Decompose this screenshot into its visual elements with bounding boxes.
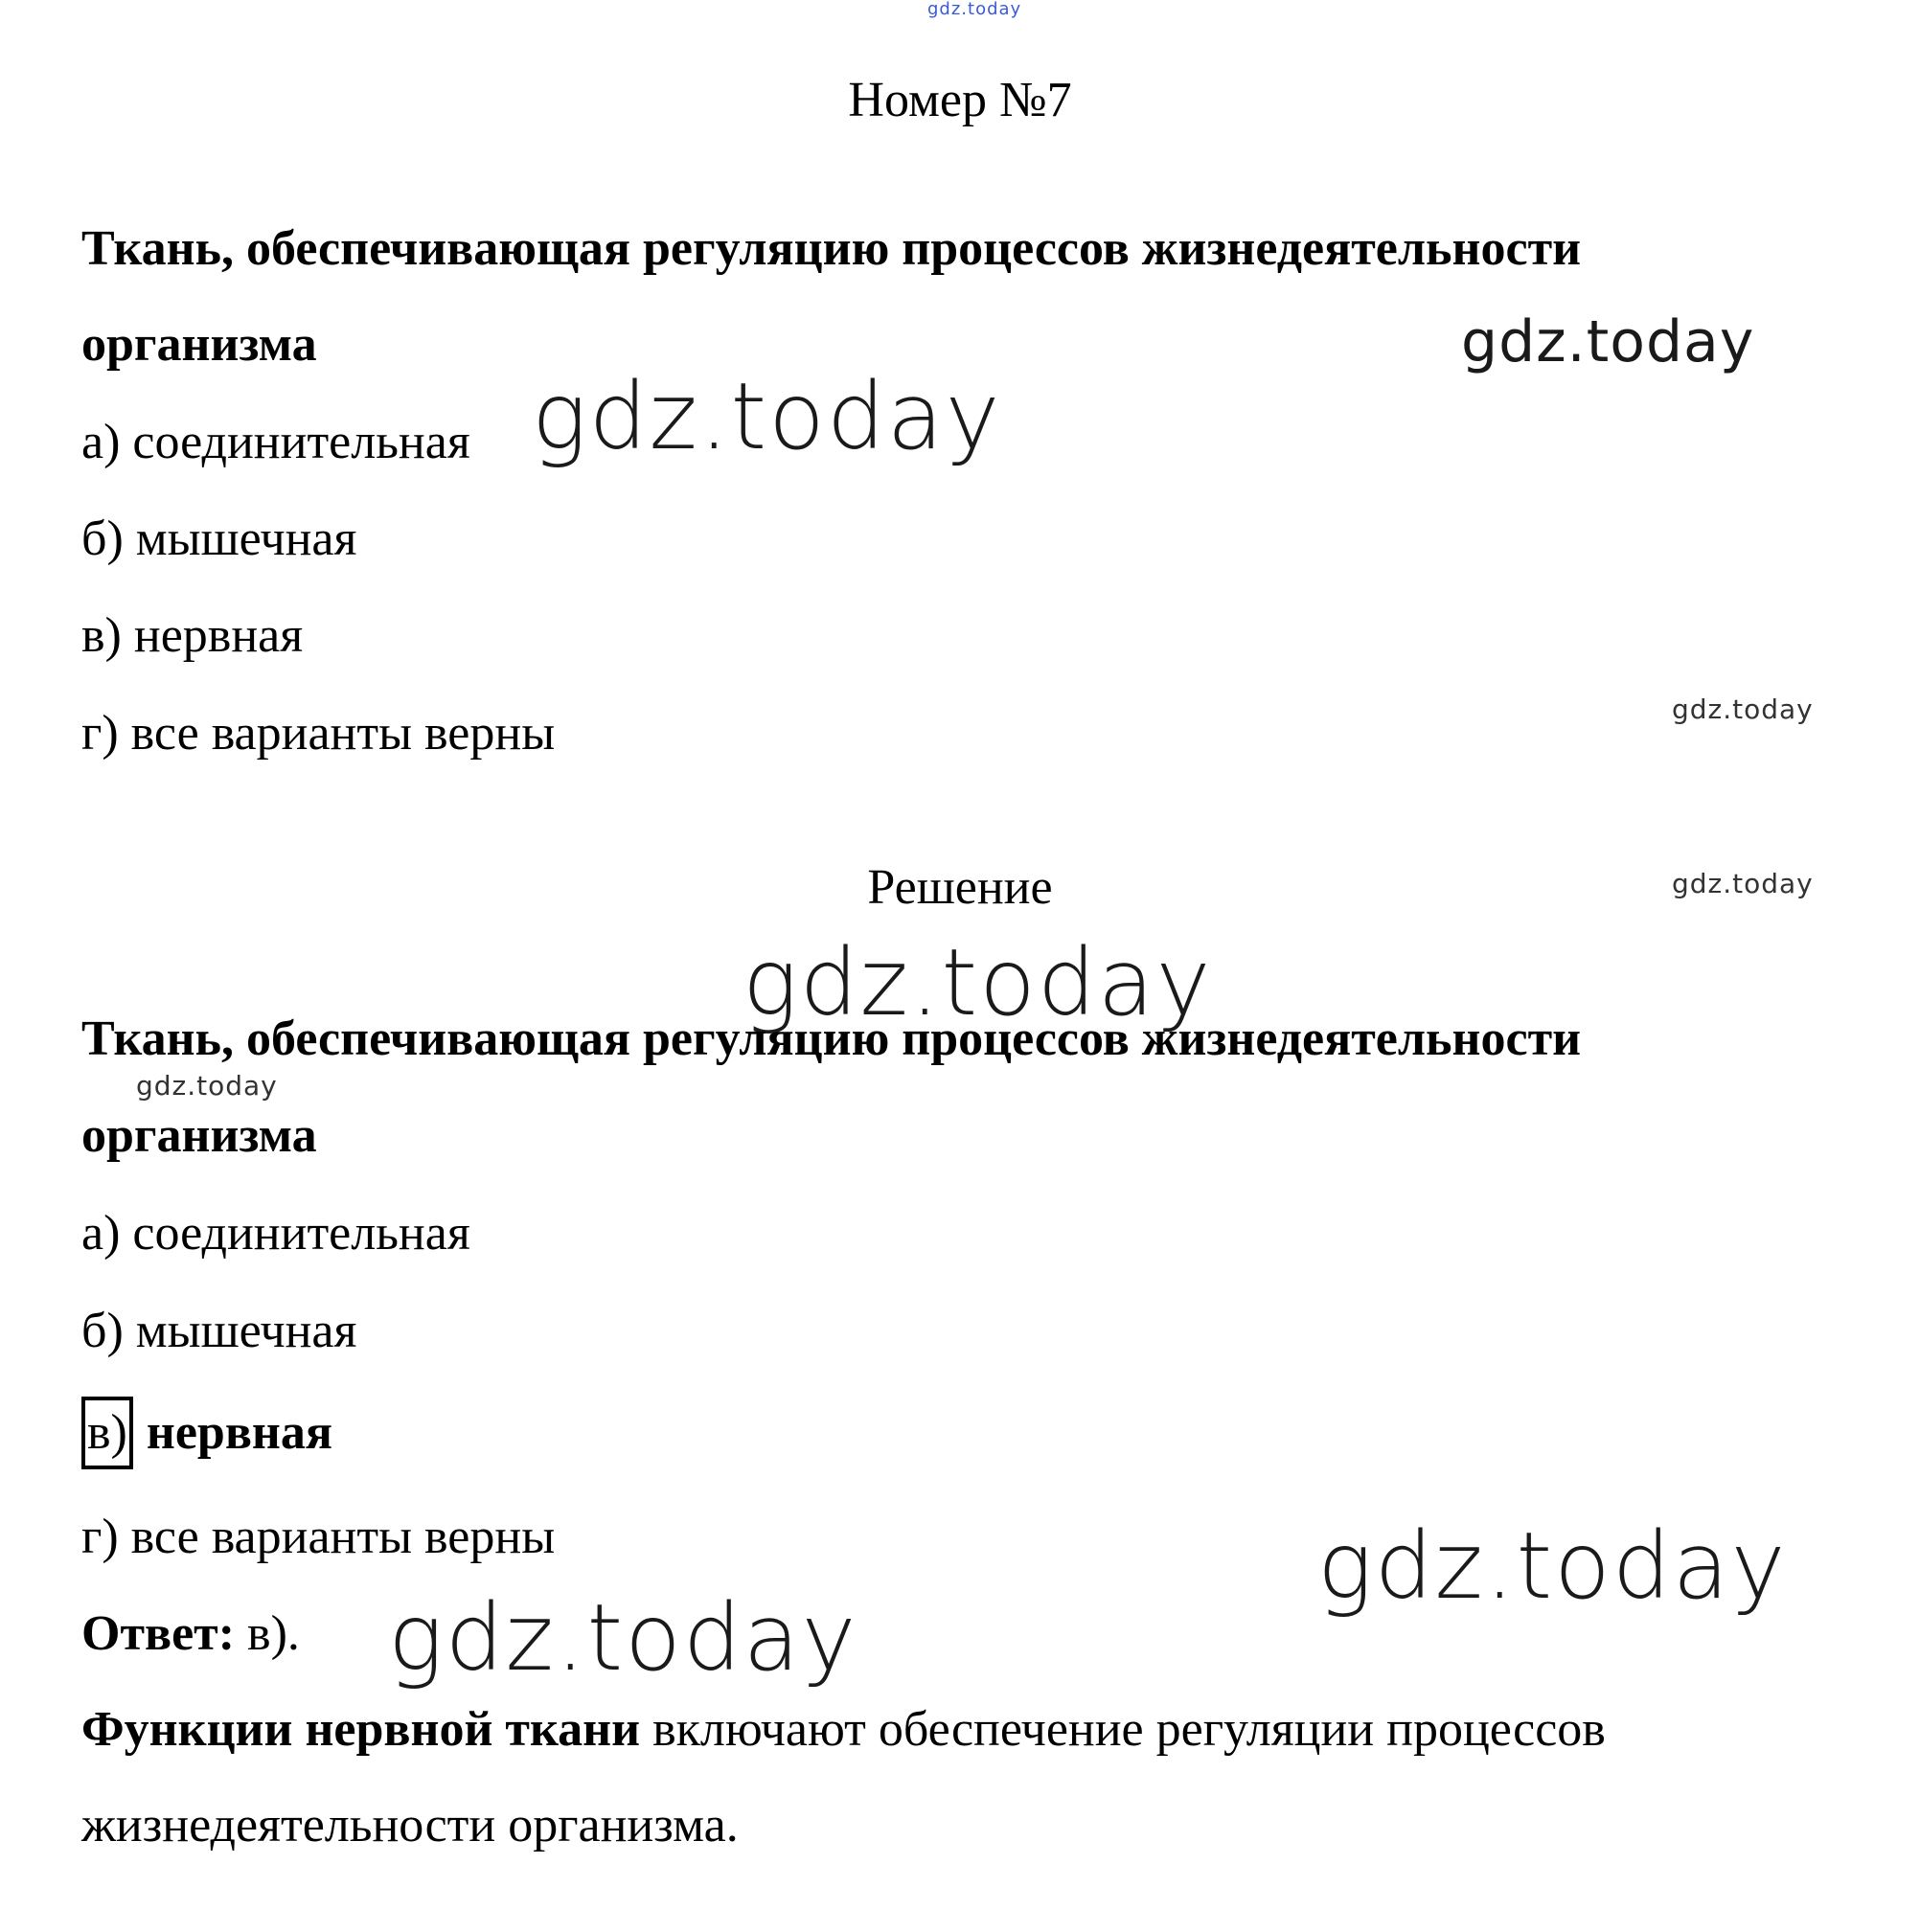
answer-label: Ответ: [81, 1606, 236, 1661]
option-b: б) мышечная [81, 511, 357, 566]
page-title: Номер №7 [848, 73, 1072, 127]
explanation-rest: включают обеспечение регуляции процессов [652, 1702, 1606, 1757]
watermark: gdz.today [136, 1070, 278, 1102]
watermark: gdz.today [1672, 868, 1814, 899]
answer-line [81, 1605, 300, 1663]
solution-option-b: б) мышечная [81, 1304, 357, 1358]
solution-option-d: г) все варианты верны [81, 1510, 556, 1564]
watermark: gdz.today [1461, 308, 1755, 375]
explanation-bold: Функции нервной ткани [81, 1702, 641, 1757]
answer-value: в). [247, 1606, 300, 1661]
question-line-1: Ткань, обеспечивающая регуляцию процессов жизнедеятельности [81, 221, 1582, 276]
watermark: gdz.today [388, 1584, 858, 1692]
watermark: gdz.today [743, 929, 1213, 1036]
selected-answer-text: нервная [146, 1405, 333, 1460]
solution-option-c [81, 1397, 332, 1469]
question-line-2: организма [81, 317, 317, 372]
watermark: gdz.today [1672, 693, 1814, 725]
watermark: gdz.today [1317, 1512, 1788, 1620]
option-c: в) нервная [81, 608, 304, 663]
selected-answer-marker: в) [81, 1397, 133, 1469]
solution-question-line-1: Ткань, обеспечивающая регуляцию процессов жизнедеятельности [81, 1011, 1582, 1066]
explanation-line-2: жизнедеятельности организма. [81, 1798, 739, 1852]
option-a: а) соединительная [81, 415, 470, 469]
option-d: г) все варианты верны [81, 706, 556, 761]
watermark-top: gdz.today [927, 0, 1022, 19]
explanation-line-1 [81, 1701, 1606, 1759]
solution-question-line-2: организма [81, 1108, 317, 1163]
solution-heading: Решение [867, 860, 1053, 915]
watermark: gdz.today [532, 363, 1002, 470]
solution-option-a: а) соединительная [81, 1206, 470, 1261]
